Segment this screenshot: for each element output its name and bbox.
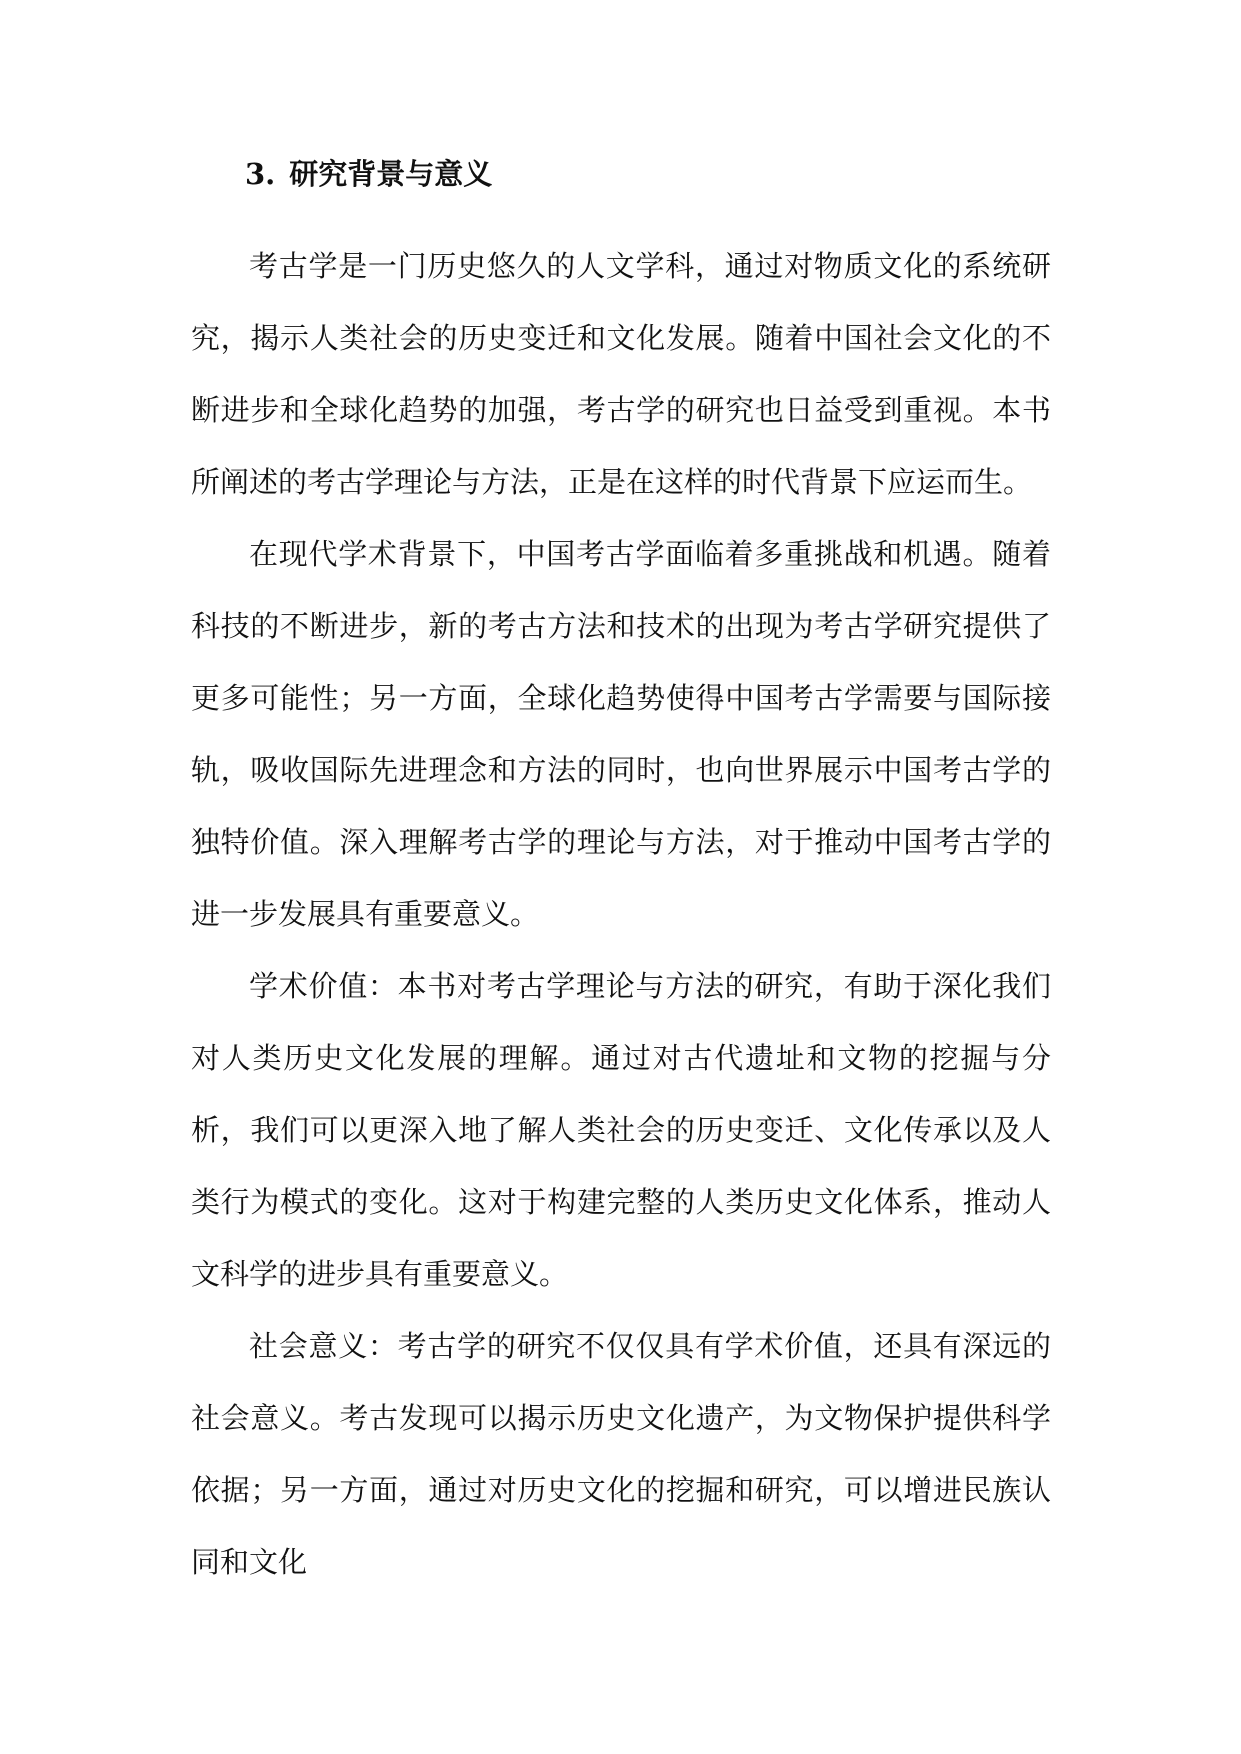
page-content xyxy=(191,141,1051,1598)
paragraph-academic-value: 学术价值：本书对考古学理论与方法的研究，有助于深化我们对人类历史文化发展的理解。通过对古代遗址和文物的挖掘与分析，我们可以更深入地了解人类社会的历史变迁、文化传承以及人类行为模式的变化。这对于构建完整的人类历史文化体系，推动人文科学的进步具有重要意义。 xyxy=(191,969,1051,1291)
paragraph-modern-context: 在现代学术背景下，中国考古学面临着多重挑战和机遇。随着科技的不断进步，新的考古方法和技术的出现为考古学研究提供了更多可能性；另一方面，全球化趋势使得中国考古学需要与国际接轨，吸收国际先进理念和方法的同时，也向世界展示中国考古学的独特价值。深入理解考古学的理论与方法，对于推动中国考古学的进一步发展具有重要意义。 xyxy=(191,537,1051,931)
paragraph-social-significance: 社会意义：考古学的研究不仅仅具有学术价值，还具有深远的社会意义。考古发现可以揭示历史文化遗产，为文物保护提供科学依据；另一方面，通过对历史文化的挖掘和研究，可以增进民族认同和文化 xyxy=(191,1329,1051,1579)
section-number: 3. xyxy=(245,157,276,191)
section-title: 研究背景与意义 xyxy=(289,157,493,191)
section-heading xyxy=(191,141,1051,207)
paragraph-background: 考古学是一门历史悠久的人文学科，通过对物质文化的系统研究，揭示人类社会的历史变迁和文化发展。随着中国社会文化的不断进步和全球化趋势的加强，考古学的研究也日益受到重视。本书所阐述的考古学理论与方法，正是在这样的时代背景下应运而生。 xyxy=(191,249,1051,499)
